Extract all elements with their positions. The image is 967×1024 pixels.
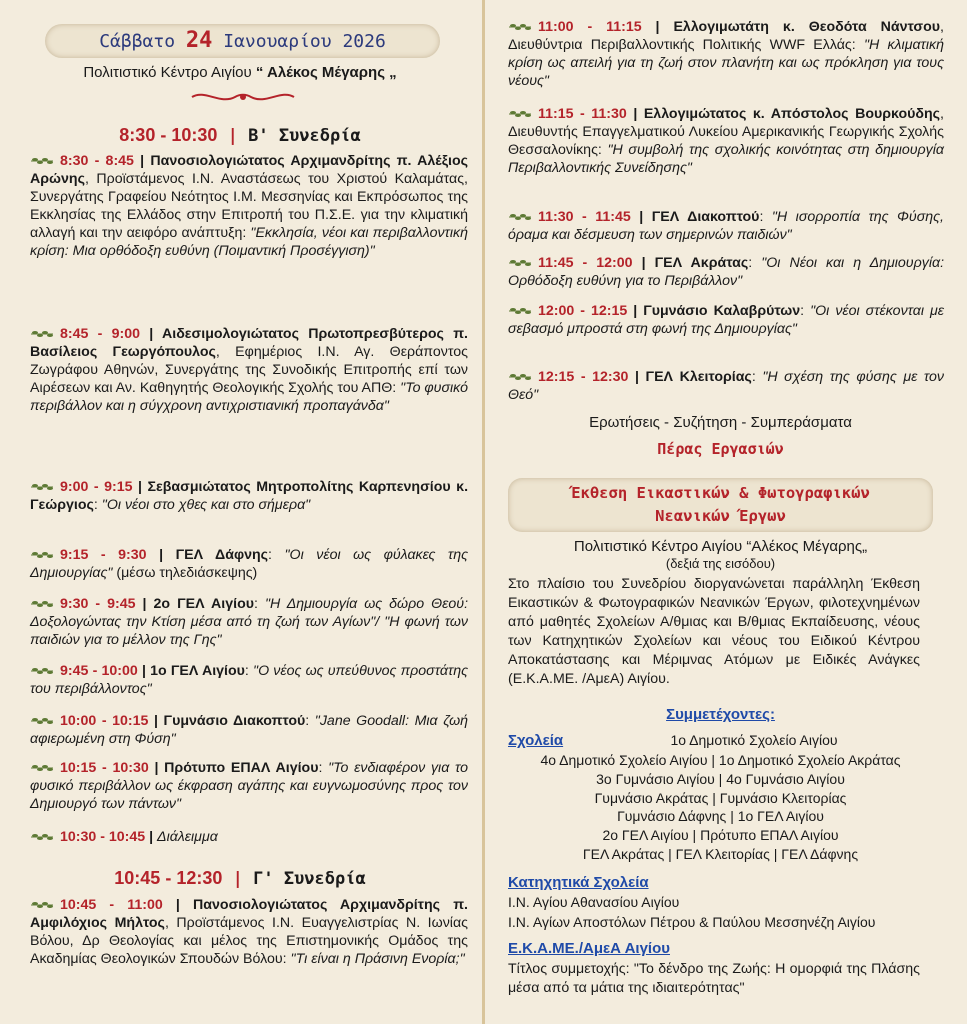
entry-title: "Jane Goodall: Μια ζωή αφιερωμένη στη Φύση" bbox=[30, 713, 468, 747]
school-line: 2ο ΓΕΛ Αιγίου | Πρότυπο ΕΠΑΛ Αιγίου bbox=[602, 827, 839, 843]
venue-prefix: Πολιτιστικό Κέντρο Αιγίου bbox=[83, 64, 252, 81]
entry-details: : bbox=[748, 255, 762, 271]
leaf-icon bbox=[30, 551, 54, 559]
entry-time: 10:00 - 10:15 bbox=[60, 713, 149, 729]
leaf-icon bbox=[30, 330, 54, 338]
entry-speaker: Πρότυπο ΕΠΑΛ Αιγίου bbox=[164, 760, 319, 776]
entry-speaker: Γυμνάσιο Καλαβρύτων bbox=[643, 303, 801, 319]
entry-title: "Το φυσικό περιβάλλον και η σύγχρονη αντιχριστιανική προπαγάνδα" bbox=[30, 380, 468, 414]
session-c-title: Γ' Συνεδρία bbox=[253, 869, 366, 889]
session-b-heading bbox=[0, 125, 480, 146]
leaf-icon bbox=[508, 307, 532, 315]
leaf-icon bbox=[508, 373, 532, 381]
entry-time: 9:15 - 9:30 bbox=[60, 547, 147, 563]
leaf-icon bbox=[30, 667, 54, 675]
leaf-icon bbox=[30, 483, 54, 491]
entry-time: 12:15 - 12:30 bbox=[538, 369, 629, 385]
program-entry bbox=[30, 478, 468, 514]
entry-speaker: 2ο ΓΕΛ Αιγίου bbox=[153, 596, 254, 612]
school-line: 4ο Δημοτικό Σχολείο Αιγίου | 1ο Δημοτικό Σχολείο Ακράτας bbox=[540, 752, 901, 768]
leaf-icon bbox=[30, 901, 54, 909]
entry-speaker: Γυμνάσιο Διακοπτού bbox=[163, 713, 306, 729]
entry-note: (μέσω τηλεδιάσκεψης) bbox=[112, 565, 258, 581]
program-entry bbox=[30, 595, 468, 649]
leaf-icon bbox=[30, 764, 54, 772]
entry-title: "Το ενδιαφέρον για το φυσικό περιβάλλον ως έκφραση αγάπης και ευγνωμοσύνης προς τον Δημιουργό των πάντων" bbox=[30, 760, 468, 812]
entry-title: "Τι είναι η Πράσινη Ενορία;" bbox=[290, 951, 465, 967]
entry-time: 11:00 - 11:15 bbox=[538, 19, 642, 35]
entry-separator: | bbox=[626, 106, 644, 122]
school-line: Γυμνάσιο Ακράτας | Γυμνάσιο Κλειτορίας bbox=[594, 790, 847, 806]
entry-speaker: 1ο ΓΕΛ Αιγίου bbox=[150, 663, 245, 679]
entry-time: 12:00 - 12:15 bbox=[538, 303, 628, 319]
entry-separator: | bbox=[148, 760, 165, 776]
entry-title: "Η σχέση της φύσης με τον Θεό" bbox=[508, 369, 944, 403]
exhibition-banner bbox=[508, 478, 933, 532]
leaf-icon bbox=[508, 259, 532, 267]
entry-details: , Διευθύντρια Περιβαλλοντικής Πολιτικής WWF Ελλάς: bbox=[508, 19, 944, 53]
entry-time: 8:45 - 9:00 bbox=[60, 326, 141, 342]
entry-separator: | bbox=[628, 369, 646, 385]
entry-speaker: ΓΕΛ Ακράτας bbox=[654, 255, 749, 271]
entry-time: 11:15 - 11:30 bbox=[538, 106, 627, 122]
program-entry bbox=[508, 208, 944, 244]
entry-details: : bbox=[800, 303, 811, 319]
entry-separator: | bbox=[630, 209, 652, 225]
venue-name: “ Αλέκος Μέγαρης „ bbox=[255, 64, 397, 81]
entry-separator: | bbox=[137, 663, 151, 679]
entry-title: "Ο νέος ως υπεύθυνος προστάτης του περιβάλλοντος" bbox=[30, 663, 468, 697]
session-c-bar: | bbox=[232, 869, 243, 889]
schools-heading: Σχολεία bbox=[508, 732, 564, 749]
entry-time: 9:00 - 9:15 bbox=[60, 479, 133, 495]
catechetical-line: Ι.Ν. Αγίων Αποστόλων Πέτρου & Παύλου Μεσσηνέζη Αιγίου bbox=[508, 914, 876, 930]
session-b-title: Β' Συνεδρία bbox=[248, 126, 361, 146]
program-entry bbox=[30, 546, 468, 582]
exhibition-venue-note: (δεξιά της εισόδου) bbox=[665, 556, 776, 571]
leaf-icon bbox=[508, 110, 532, 118]
entry-details: , Προϊστάμενος Ι.Ν. Ευαγγελιστρίας Ν. Ιωνίας Βόλου, Δρ Θεολογίας και μέλος της Επιστημονικής Ομάδος της Ακαδημίας Θεολογικών Σπουδών Βόλου: bbox=[30, 915, 468, 967]
ekame-heading: Ε.Κ.Α.ΜΕ./ΑμεΑ Αιγίου bbox=[508, 940, 670, 957]
catechetical-line: Ι.Ν. Αγίου Αθανασίου Αιγίου bbox=[508, 894, 680, 910]
entry-details: : bbox=[318, 760, 329, 776]
school-line: Γυμνάσιο Δάφνης | 1ο ΓΕΛ Αιγίου bbox=[617, 808, 824, 824]
session-b-bar: | bbox=[227, 126, 238, 146]
date-banner bbox=[45, 24, 440, 58]
entry-details: , Προϊστάμενος Ι.Ν. Αναστάσεως του Χριστού Καλαμάτας, Συνεργάτης Γραφείου Νεότητος Ι.Μ. Μεσσηνίας και Εκπρόσωπος της Εκκλησίας της Ελλάδος στην Επιτροπή του Π.Σ.Ε. για την κλιματική αλλαγή και την αειφόρο ανάπτυξη: bbox=[30, 171, 468, 241]
ornament-divider bbox=[190, 89, 296, 105]
entry-time: 11:45 - 12:00 bbox=[538, 255, 633, 271]
entry-speaker: ΓΕΛ Κλειτορίας bbox=[645, 369, 752, 385]
entry-separator: | bbox=[140, 326, 163, 342]
entry-details: : bbox=[254, 596, 265, 612]
entry-separator: | bbox=[132, 479, 148, 495]
entry-separator: | bbox=[148, 713, 164, 729]
entry-time: 9:30 - 9:45 bbox=[60, 596, 136, 612]
entry-separator: | bbox=[162, 897, 194, 913]
questions-line: Ερωτήσεις - Συζήτηση - Συμπεράσματα bbox=[589, 414, 852, 431]
entry-details: : bbox=[305, 713, 315, 729]
program-entry bbox=[508, 105, 944, 177]
program-entry bbox=[508, 18, 944, 90]
leaf-icon bbox=[30, 600, 54, 608]
entry-title: "Οι νέοι ως φύλακες της Δημιουργίας" bbox=[30, 547, 468, 581]
entry-title: "Οι νέοι στο χθες και στο σήμερα" bbox=[101, 497, 311, 513]
entry-separator: | bbox=[133, 153, 151, 169]
school-line: 1ο Δημοτικό Σχολείο Αιγίου bbox=[670, 732, 838, 748]
ekame-text: Τίτλος συμμετοχής: "Το δένδρο της Ζωής: Η ομορφιά της Πλάσης μέσα από τα μάτια της ιδιαιτερότητας" bbox=[508, 961, 920, 996]
leaf-icon bbox=[508, 213, 532, 221]
program-entry bbox=[30, 759, 468, 813]
entry-speaker: ΓΕΛ Δάφνης bbox=[175, 547, 269, 563]
entry-title: "Η συμβολή της σχολικής κοινότητας στη δημιουργία Περιβαλλοντικής Συνείδησης" bbox=[508, 142, 944, 176]
program-entry bbox=[30, 828, 468, 846]
entry-title: "Οι νέοι στέκονται με σεβασμό μπροστά στη φωνή της Δημιουργίας" bbox=[508, 303, 945, 337]
program-entry bbox=[30, 662, 468, 698]
venue-line bbox=[0, 64, 480, 81]
end-of-proceedings: Πέρας Εργασιών bbox=[657, 440, 784, 458]
entry-details: , Διευθυντής Επαγγελματικού Λυκείου Αμερικανικής Γεωργικής Σχολής Θεσσαλονίκης: bbox=[508, 106, 944, 158]
entry-speaker: Ελλογιμώτατος κ. Απόστολος Βουρκούδης bbox=[643, 106, 941, 122]
session-b-time: 8:30 - 10:30 bbox=[119, 125, 218, 145]
school-line: ΓΕΛ Ακράτας | ΓΕΛ Κλειτορίας | ΓΕΛ Δάφνης bbox=[582, 846, 859, 862]
date-weekday: Cάββατο bbox=[99, 31, 176, 52]
participants-heading: Συμμετέχοντες: bbox=[666, 706, 775, 723]
program-entry bbox=[30, 896, 468, 968]
entry-title: "Εκκλησία, νέοι και περιβαλλοντική κρίση: Μια ορθόδοξη ευθύνη (Ποιμαντική Προσέγγιση)" bbox=[30, 225, 468, 259]
entry-separator: | bbox=[135, 596, 154, 612]
column-divider bbox=[482, 0, 485, 1024]
entry-details: : bbox=[93, 497, 102, 513]
entry-details: : bbox=[751, 369, 763, 385]
program-entry bbox=[508, 254, 944, 290]
entry-title: "Οι Νέοι και η Δημιουργία: Ορθόδοξη ευθύνη για το Περιβάλλον" bbox=[508, 255, 945, 289]
entry-details: : bbox=[268, 547, 285, 563]
entry-title: Διάλειμμα bbox=[157, 829, 218, 845]
exhibition-title-line1: Έκθεση Εικαστικών & Φωτογραφικών bbox=[571, 484, 870, 502]
school-line: 3ο Γυμνάσιο Αιγίου | 4ο Γυμνάσιο Αιγίου bbox=[596, 771, 845, 787]
leaf-icon bbox=[30, 157, 54, 165]
entry-title: "Η Δημιουργία ως δώρο Θεού: Δοξολογώντας την Κτίση μέσα από τη ζωή των Αγίων"/ "Η φωνή των παιδιών για το μέλλον της Γης" bbox=[30, 596, 469, 648]
date-month-year: Ιανουαρίου 2026 bbox=[223, 31, 386, 52]
entry-speaker: Σεβασμιώτατος Μητροπολίτης Καρπενησίου κ. Γεώργιος bbox=[30, 479, 469, 513]
program-entry bbox=[30, 712, 468, 748]
entry-details: : bbox=[244, 663, 254, 679]
entry-details: : bbox=[759, 209, 772, 225]
entry-time: 10:45 - 11:00 bbox=[60, 897, 163, 913]
entry-time: 11:30 - 11:45 bbox=[538, 209, 631, 225]
exhibition-description: Στο πλαίσιο του Συνεδρίου διοργανώνεται παράλληλη Έκθεση Εικαστικών & Φωτογραφικών Νεανικών Έργων, φιλοτεχνημένων από μαθητές Σχολείων Α/θμιας και Β/θμιας Εκπαίδευσης, νέους των Κατηχητικών Σχολείων και νέους του Ειδικού Κέντρου Αποκατάστασης και Μέριμνας Ατόμων με Ειδικές Ανάγκες (Ε.Κ.Α.ΜΕ. /ΑμεΑ) Αιγίου. bbox=[508, 576, 920, 687]
leaf-icon bbox=[30, 833, 54, 841]
program-entry bbox=[30, 325, 468, 415]
entry-details: , Εφημέριος Ι.Ν. Αγ. Θεράποντος Ζωγράφου Αθηνών, Συνεργάτης της Συνοδικής Επιτροπής επί των Αιρέσεων και Αν. Καθηγητής Θεολογικής Σχολής του ΑΠΘ: bbox=[30, 344, 468, 396]
session-c-time: 10:45 - 12:30 bbox=[114, 868, 223, 888]
entry-speaker: ΓΕΛ Διακοπτού bbox=[651, 209, 760, 225]
entry-speaker: Πανοσιολογιώτατος Αρχιμανδρίτης π. Αλέξιος Αρώνης bbox=[30, 153, 468, 187]
entry-separator: | bbox=[146, 547, 176, 563]
entry-time: 9:45 - 10:00 bbox=[60, 663, 138, 679]
entry-time: 10:15 - 10:30 bbox=[60, 760, 149, 776]
entry-speaker: Πανοσιολογιώτατος Αρχιμανδρίτης π. Αμφιλόχιος Μήλτος bbox=[30, 897, 468, 931]
entry-speaker: Ελλογιμωτάτη κ. Θεοδότα Νάντσου bbox=[673, 19, 941, 35]
date-day: 24 bbox=[185, 28, 213, 53]
leaf-icon bbox=[30, 717, 54, 725]
entry-separator: | bbox=[632, 255, 655, 271]
program-entry bbox=[508, 368, 944, 404]
entry-time: 8:30 - 8:45 bbox=[60, 153, 134, 169]
entry-separator: | bbox=[145, 829, 158, 845]
session-c-heading bbox=[0, 868, 480, 889]
exhibition-title-line2: Νεανικών Έργων bbox=[655, 507, 786, 525]
entry-separator: | bbox=[641, 19, 674, 35]
program-entry bbox=[30, 152, 468, 260]
exhibition-venue: Πολιτιστικό Κέντρο Αιγίου “Αλέκος Μέγαρης„ bbox=[573, 538, 868, 555]
entry-title: "Η ισορροπία της Φύσης, όραμα και δέσμευση των σημερινών παιδιών" bbox=[508, 209, 944, 243]
program-entry bbox=[508, 302, 944, 338]
entry-speaker: Αιδεσιμολογιώτατος Πρωτοπρεσβύτερος π. Βασίλειος Γεωργόπουλος bbox=[30, 326, 469, 360]
entry-separator: | bbox=[627, 303, 644, 319]
entry-time: 10:30 - 10:45 bbox=[60, 829, 146, 845]
entry-title: "Η κλιματική κρίση ως απειλή για τη ζωή στον πλανήτη και ως πρόκληση για τους νέους" bbox=[508, 37, 944, 89]
catechetical-heading: Κατηχητικά Σχολεία bbox=[508, 874, 649, 891]
leaf-icon bbox=[508, 23, 532, 31]
